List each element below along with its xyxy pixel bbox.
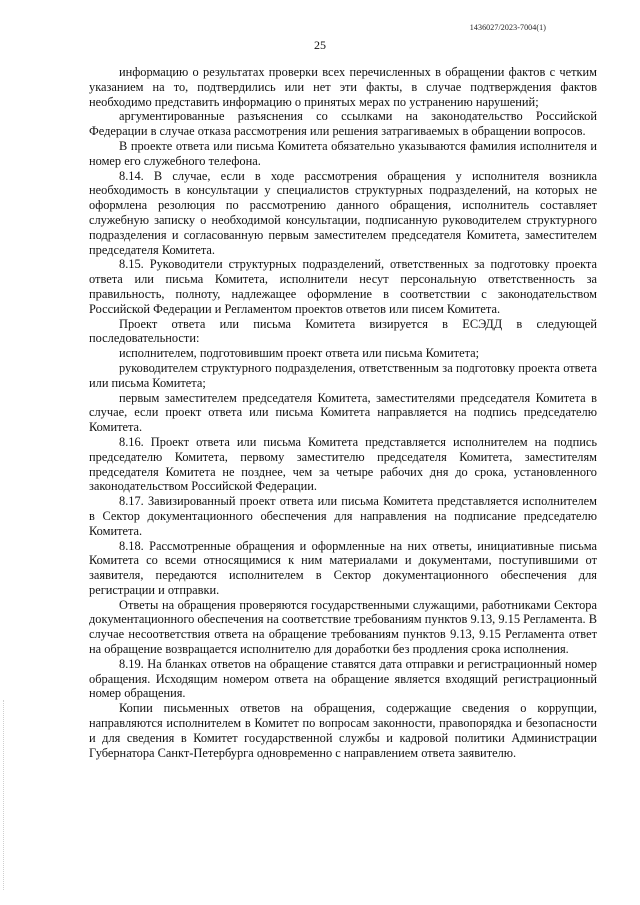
paragraph: Проект ответа или письма Комитета визируется в ЕСЭДД в следующей последовательности: bbox=[89, 316, 597, 346]
paragraph-8-14: 8.14. В случае, если в ходе рассмотрения обращения у исполнителя возникла необходимость в консультации у специалистов структурных подразделений, на которых не оформлена резолюция по рассмотрению данного обращения, исполнитель составляет служебную записку о необходимой консультации, подписанную руководителем структурного подразделения и согласованную первым заместителем председателя Комитета, заместителем председателя Комитета. bbox=[89, 168, 597, 257]
paragraph: В проекте ответа или письма Комитета обязательно указываются фамилия исполнителя и номер его служебного телефона. bbox=[89, 138, 597, 168]
paragraph-8-18: 8.18. Рассмотренные обращения и оформленные на них ответы, инициативные письма Комитета со всеми относящимися к ним материалами и документами, поступившими от заявителя, передаются исполнителем в Сектор документационного обеспечения для регистрации и отправки. bbox=[89, 538, 597, 597]
paragraph: Копии письменных ответов на обращения, содержащие сведения о коррупции, направляются исполнителем в Комитет по вопросам законности, правопорядка и безопасности и для сведения в Комитет государственной службы и кадровой политики Администрации Губернатора Санкт-Петербурга одновременно с направлением ответа заявителю. bbox=[89, 701, 597, 760]
paragraph: аргументированные разъяснения со ссылками на законодательство Российской Федерации в случае отказа рассмотрения или решения затрагиваемых в обращении вопросов. bbox=[89, 109, 597, 139]
paragraph: информацию о результатах проверки всех перечисленных в обращении фактов с четким указанием на то, подтвердились или нет эти факты, в случае подтверждения фактов необходимо представить информацию о принятых мерах по устранению нарушений; bbox=[89, 65, 597, 109]
scan-edge-mark bbox=[3, 700, 6, 890]
paragraph: первым заместителем председателя Комитета, заместителями председателя Комитета в случае, если проект ответа или письма Комитета направляется на подпись председателю Комитета. bbox=[89, 390, 597, 435]
document-number: 1436027/2023-7004(1) bbox=[469, 23, 546, 32]
paragraph-8-17: 8.17. Завизированный проект ответа или письма Комитета представляется исполнителем в Сектор документационного обеспечения для направления на подписание председателю Комитета. bbox=[89, 494, 597, 538]
paragraph: руководителем структурного подразделения, ответственным за подготовку проекта ответа или письма Комитета; bbox=[89, 360, 597, 390]
paragraph-8-15: 8.15. Руководители структурных подразделений, ответственных за подготовку проекта ответа или письма Комитета, исполнители несут персональную ответственность за правильность, полноту, надлежащее оформление в соответствии с законодательством Российской Федерации и Регламентом проектов ответов или писем Комитета. bbox=[89, 257, 597, 316]
paragraph-8-19: 8.19. На бланках ответов на обращение ставятся дата отправки и регистрационный номер обращения. Исходящим номером ответа на обращение является входящий регистрационный номер обращения. bbox=[89, 656, 597, 701]
paragraph: Ответы на обращения проверяются государственными служащими, работниками Сектора документационного обеспечения на соответствие требованиям пунктов 9.13, 9.15 Регламента. В случае несоответствия ответа на обращение требованиям пунктов 9.13, 9.15 Регламента ответ на обращение возвращается исполнителю для доработки без продления срока исполнения. bbox=[89, 597, 597, 657]
document-body bbox=[89, 65, 597, 760]
page-number: 25 bbox=[314, 38, 326, 52]
paragraph: исполнителем, подготовившим проект ответа или письма Комитета; bbox=[119, 346, 480, 361]
paragraph-8-16: 8.16. Проект ответа или письма Комитета представляется исполнителем на подпись председателю Комитета, первому заместителю председателя Комитета, заместителям председателя Комитета не позднее, чем за четыре рабочих дня до срока, установленного законодательством Российской Федерации. bbox=[89, 434, 597, 494]
